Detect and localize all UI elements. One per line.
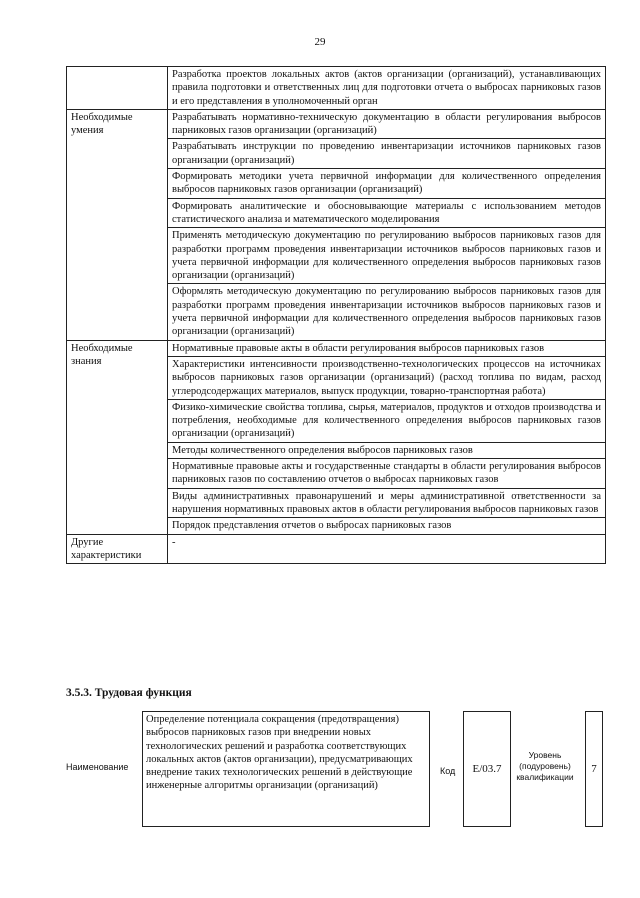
row-text: Оформлять методическую документацию по регулированию выбросов парниковых газов для разработки программ проведения инвентаризации источников выбросов парниковых газов и учета первичной информации для количественного определения выбросов парниковых газов организации (организаций)	[168, 284, 606, 340]
row-label	[67, 67, 168, 110]
labor-function-code	[463, 711, 511, 827]
table-row	[67, 534, 606, 564]
name-label: Наименование	[66, 762, 129, 772]
row-label: Необходимые знания	[67, 340, 168, 534]
table-row	[67, 340, 606, 356]
row-label: Другие характеристики	[67, 534, 168, 564]
table-row	[67, 67, 606, 110]
labor-function-name: Определение потенциала сокращения (предотвращения) выбросов парниковых газов при внедрении новых технологических решений и разработка соответствующих локальных актов (актов организации), предусматривающих внедрение таких технологических решений в действующие инженерные алгоритмы организации (организаций)	[142, 711, 430, 827]
code-label: Код	[440, 766, 456, 776]
level-value: 7	[591, 763, 597, 775]
row-text: Нормативные правовые акты и государственные стандарты в области регулирования выбросов парниковых газов по составлению отчетов о выбросах парниковых газов	[168, 459, 606, 489]
row-text: Применять методическую документацию по регулированию выбросов парниковых газов для разработки программ проведения инвентаризации источников выбросов парниковых газов и учета первичной информации для количественного определения выбросов парниковых газов организации (организаций)	[168, 228, 606, 284]
row-text: Характеристики интенсивности производственно-технологических процессов на источниках выбросов парниковых газов организации (организаций) (расход топлива по видам, расход углеродсодержащих материалов, выпуск продукции, товарно-транспортная работа)	[168, 356, 606, 399]
row-text: Формировать аналитические и обосновывающие материалы с использованием методов статистического анализа и математического моделирования	[168, 198, 606, 228]
row-text: Формировать методики учета первичной информации для количественного определения выбросов парниковых газов организации (организаций)	[168, 169, 606, 199]
requirements-table	[66, 66, 606, 564]
level-label: Уровень (подуровень) квалификации	[516, 750, 574, 782]
row-text: Разрабатывать нормативно-техническую документацию в области регулирования выбросов парниковых газов организации (организаций)	[168, 109, 606, 139]
row-text: Методы количественного определения выбросов парниковых газов	[168, 442, 606, 458]
row-text: Разработка проектов локальных актов (актов организации (организаций), устанавливающих правила подготовки и ответственных лиц для подготовки отчета о выбросах парниковых газов и его представления в уполномоченный орган	[168, 67, 606, 110]
qualification-level	[585, 711, 603, 827]
table-row	[67, 109, 606, 139]
page-number: 29	[314, 36, 326, 48]
row-text: Нормативные правовые акты в области регулирования выбросов парниковых газов	[168, 340, 606, 356]
row-text: Порядок представления отчетов о выбросах парниковых газов	[168, 518, 606, 534]
row-label: Необходимые умения	[67, 109, 168, 340]
row-text: Виды административных правонарушений и меры административной ответственности за нарушения нормативных правовых актов в области регулирования выбросов парниковых газов	[168, 488, 606, 518]
section-title: 3.5.3. Трудовая функция	[66, 687, 192, 699]
row-text: -	[168, 534, 606, 564]
row-text: Физико-химические свойства топлива, сырья, материалов, продуктов и отходов производства и потребления, необходимые для количественного определения выбросов парниковых газов организации (организаций)	[168, 399, 606, 442]
code-value: E/03.7	[472, 763, 502, 775]
row-text: Разрабатывать инструкции по проведению инвентаризации источников парниковых газов организации (организаций)	[168, 139, 606, 169]
